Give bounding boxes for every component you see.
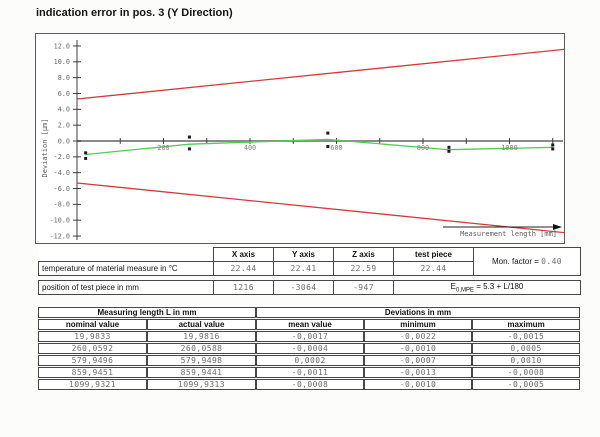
column-header-test-piece: test piece	[394, 248, 474, 262]
table-cell: -0,0010	[364, 343, 472, 354]
svg-text:200: 200	[157, 144, 170, 152]
column-header-maximum: maximum	[472, 319, 580, 330]
svg-text:-10.0: -10.0	[49, 216, 70, 225]
table-cell: 19,9816	[147, 331, 256, 342]
svg-text:1000: 1000	[501, 144, 518, 152]
table-cell: -0,0010	[364, 379, 472, 390]
table-row	[38, 379, 580, 390]
svg-text:-2.0: -2.0	[53, 153, 70, 162]
mpe-symbol: E	[450, 281, 456, 291]
column-header-x-axis: X axis	[214, 248, 274, 262]
table-cell: -0,0004	[256, 343, 364, 354]
deviation-chart	[36, 34, 564, 243]
table-cell: 859,9451	[38, 367, 147, 378]
temperature-row-label: temperature of material measure in °C	[39, 262, 214, 276]
table-cell: -0,0005	[472, 379, 580, 390]
mpe-subscript: 0,MPE	[455, 287, 474, 294]
column-header-actual: actual value	[147, 319, 256, 330]
page-title: indication error in pos. 3 (Y Direction)	[36, 7, 233, 19]
table-cell: -0,0008	[472, 367, 580, 378]
table-row	[38, 331, 580, 342]
table-cell: -0,0008	[256, 379, 364, 390]
svg-text:8.0: 8.0	[57, 73, 70, 82]
table-cell: 1099,9313	[147, 379, 256, 390]
svg-text:6.0: 6.0	[57, 89, 70, 98]
svg-text:400: 400	[243, 144, 257, 152]
results-tbody	[38, 331, 580, 390]
column-header-z-axis: Z axis	[334, 248, 394, 262]
table-cell: 0,0010	[472, 355, 580, 366]
group-header-measuring-length: Measuring length L in mm	[38, 307, 256, 318]
temperature-z: 22.59	[334, 262, 394, 276]
column-header-minimum: minimum	[364, 319, 472, 330]
chart-frame	[35, 33, 565, 244]
mon-factor-value: 0.40	[541, 257, 563, 266]
table-cell: -0,0013	[364, 367, 472, 378]
table-cell: 0,0002	[256, 355, 364, 366]
svg-text:2.0: 2.0	[57, 121, 70, 130]
temperature-test-piece: 22.44	[394, 262, 474, 276]
position-row-label: position of test piece in mm	[39, 281, 214, 295]
table-cell: 579,9496	[38, 355, 147, 366]
environment-table	[38, 247, 581, 276]
position-z: -947	[334, 281, 394, 295]
svg-text:Deviation [µm]: Deviation [µm]	[41, 118, 49, 178]
mpe-expression: = 5.3 + L/180	[476, 281, 524, 291]
table-row	[38, 367, 580, 378]
mon-factor-cell	[474, 248, 581, 276]
svg-text:-8.0: -8.0	[53, 200, 70, 209]
svg-text:800: 800	[416, 144, 430, 152]
mpe-formula-cell	[394, 281, 581, 295]
temperature-x: 22.44	[214, 262, 274, 276]
table-row	[38, 319, 580, 330]
svg-text:4.0: 4.0	[57, 105, 70, 114]
table-cell: 0,0005	[472, 343, 580, 354]
table-cell: -0,0017	[256, 331, 364, 342]
svg-text:0.0: 0.0	[57, 137, 70, 146]
table-row	[38, 355, 580, 366]
svg-text:Measurement length [mm]: Measurement length [mm]	[460, 230, 557, 238]
position-table	[38, 280, 581, 295]
table-cell: -0,0015	[472, 331, 580, 342]
x-axis	[77, 138, 563, 144]
svg-text:-12.0: -12.0	[49, 232, 70, 241]
table-cell: 1099,9321	[38, 379, 147, 390]
group-header-deviations: Deviations in mm	[256, 307, 580, 318]
column-header-y-axis: Y axis	[274, 248, 334, 262]
table-row	[38, 307, 580, 318]
svg-text:-6.0: -6.0	[53, 184, 70, 193]
svg-text:10.0: 10.0	[53, 58, 70, 67]
table-cell: 19,9833	[38, 331, 147, 342]
svg-text:600: 600	[330, 144, 343, 152]
table-cell: 579,9498	[147, 355, 256, 366]
table-cell: -0,0011	[256, 367, 364, 378]
table-cell: 859,9441	[147, 367, 256, 378]
results-table	[38, 306, 580, 391]
table-cell: 260,0592	[38, 343, 147, 354]
svg-text:12.0: 12.0	[53, 42, 70, 51]
temperature-y: 22.41	[274, 262, 334, 276]
table-row	[38, 343, 580, 354]
position-x: 1216	[214, 281, 274, 295]
table-row	[39, 281, 581, 295]
table-cell: -0,0007	[364, 355, 472, 366]
spacer-cell	[39, 248, 214, 262]
mon-factor-label: Mon. factor =	[491, 257, 539, 266]
position-y: -3064	[274, 281, 334, 295]
table-cell: -0,0022	[364, 331, 472, 342]
column-header-nominal: nominal value	[38, 319, 147, 330]
column-header-mean: mean value	[256, 319, 364, 330]
data-markers	[84, 132, 554, 160]
table-row	[39, 248, 581, 262]
table-cell: 260,0588	[147, 343, 256, 354]
svg-text:-4.0: -4.0	[53, 168, 70, 177]
